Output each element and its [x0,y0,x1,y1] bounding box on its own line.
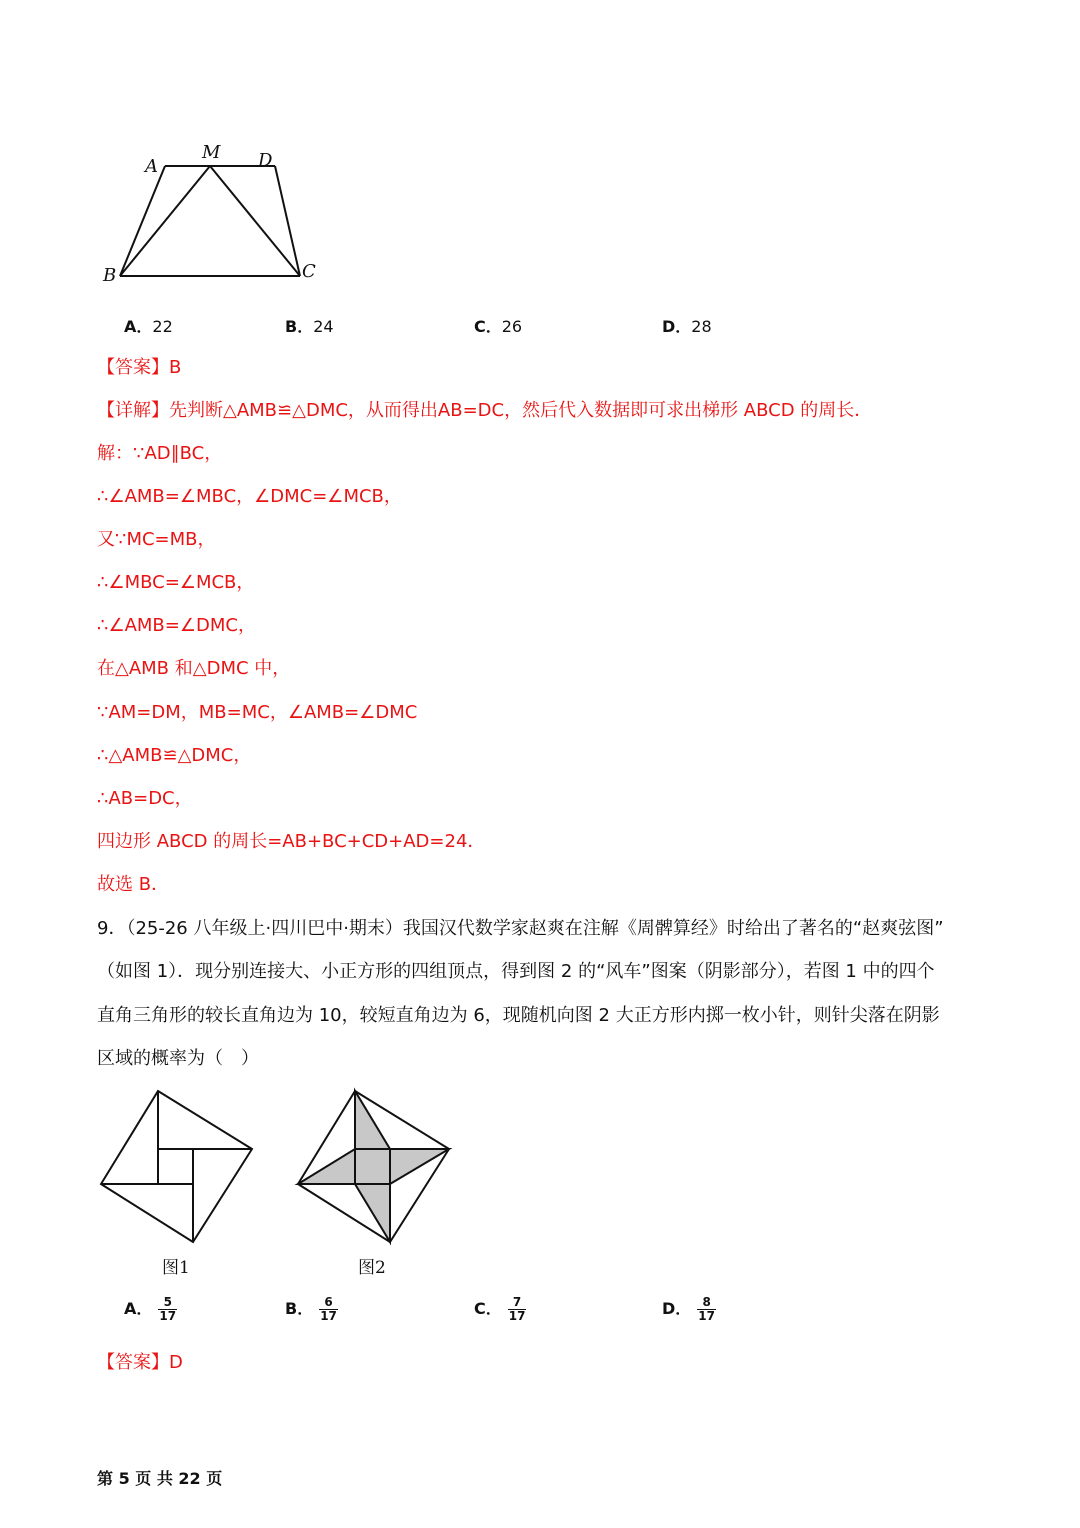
q8-option-a-letter: A． [124,317,153,336]
fig1-inner-square [158,1149,193,1184]
windmill-diagram-fig2 [292,1085,457,1250]
q8-step-8: ∴△AMB≌△DMC， [97,745,252,766]
fraction-denominator: 17 [698,1309,715,1323]
fig2-shaded-blade-left [298,1149,355,1184]
q9-answer-value: D [169,1352,183,1373]
q8-answer-tag: 【答案】 [97,357,169,378]
fig2-shaded-blade-top [355,1091,390,1149]
q8-option-c-value: 26 [501,317,523,336]
page-footer: 第 5 页 共 22 页 [97,1469,223,1488]
q9-option-a [124,1296,177,1323]
q8-option-c [474,314,522,337]
q8-step-7: ∵AM=DM，MB=MC，∠AMB=∠DMC [97,702,418,723]
q9-option-c-fraction [508,1296,527,1323]
q9-option-a-letter: A． [124,1299,153,1318]
fig2-shaded-blade-right [390,1149,449,1184]
fraction-numerator: 8 [702,1295,711,1309]
q8-step-4: ∴∠MBC=∠MCB， [97,572,255,593]
q9-option-b [285,1296,338,1323]
q8-step-6: 在△AMB 和△DMC 中， [97,658,291,679]
q8-step-11: 故选 B． [97,874,170,895]
fig1-label: 图1 [162,1258,190,1278]
q9-option-d-letter: D． [662,1299,692,1318]
q8-step-1: 解：∵AD∥BC， [97,443,223,464]
q9-option-a-fraction [158,1296,177,1323]
q9-option-b-letter: B． [285,1299,314,1318]
q9-option-c-letter: C． [474,1299,502,1318]
q8-option-b [285,314,334,337]
q9-answer-tag: 【答案】 [97,1352,169,1373]
fig2-shaded-blade-bottom [355,1184,390,1242]
q8-step-9: ∴AB=DC， [97,788,193,809]
label-point-b: B [103,265,117,286]
segment-ab [120,166,165,276]
q8-step-2: ∴∠AMB=∠MBC，∠DMC=∠MCB， [97,486,402,507]
q9-answer [97,1351,183,1375]
zhao-shuang-diagram-fig1 [95,1085,260,1250]
q8-option-d [662,314,712,337]
q8-option-d-value: 28 [691,317,712,336]
q8-answer [97,356,181,380]
q9-option-c [474,1296,526,1323]
fig2-label: 图2 [358,1258,386,1278]
q8-option-a-value: 22 [152,317,173,336]
fraction-denominator: 17 [159,1309,177,1323]
q9-option-b-fraction [319,1296,338,1323]
q8-option-a [124,314,173,337]
fraction-numerator: 5 [163,1295,172,1309]
q8-step-10: 四边形 ABCD 的周长=AB+BC+CD+AD=24． [97,831,486,852]
q8-option-b-letter: B． [285,317,314,336]
q8-option-c-letter: C． [474,317,502,336]
q8-answer-value: B [169,357,182,378]
q9-option-d [662,1296,716,1323]
q8-detail [97,399,872,423]
q9-option-d-fraction [697,1296,716,1323]
q9-line-3: 直角三角形的较长直角边为 10，较短直角边为 6，现随机向图 2 大正方形内掷一枚小针，则针尖落在阴影 [97,1005,940,1026]
fig2-inner-square [355,1149,390,1184]
label-point-c: C [302,261,316,282]
label-point-d: D [258,150,273,171]
q8-detail-text: 先判断△AMB≌△DMC，从而得出AB=DC，然后代入数据即可求出梯形 ABCD 的周长． [169,400,873,421]
q8-detail-tag: 【详解】 [97,400,169,421]
q8-option-b-value: 24 [313,317,334,336]
q9-line-2: （如图 1）．现分别连接大、小正方形的四组顶点，得到图 2 的“风车”图案（阴影部分），若图 1 中的四个 [97,961,935,982]
segment-mb [120,166,210,276]
q8-option-d-letter: D． [662,317,692,336]
fraction-numerator: 6 [324,1295,333,1309]
q9-line-1: 9．（25-26 八年级上·四川巴中·期末）我国汉代数学家赵爽在注解《周髀算经》时给出了著名的“赵爽弦图” [97,918,944,939]
q9-line-4: 区域的概率为（ ） [97,1048,259,1069]
q8-step-3: 又∵MC=MB， [97,529,216,550]
label-point-m: M [202,142,221,163]
label-point-a: A [145,156,158,177]
fraction-denominator: 17 [320,1309,337,1323]
fraction-numerator: 7 [512,1295,522,1309]
fig1-outer-square [101,1091,252,1242]
fraction-denominator: 17 [508,1309,526,1323]
q8-step-5: ∴∠AMB=∠DMC， [97,615,256,636]
